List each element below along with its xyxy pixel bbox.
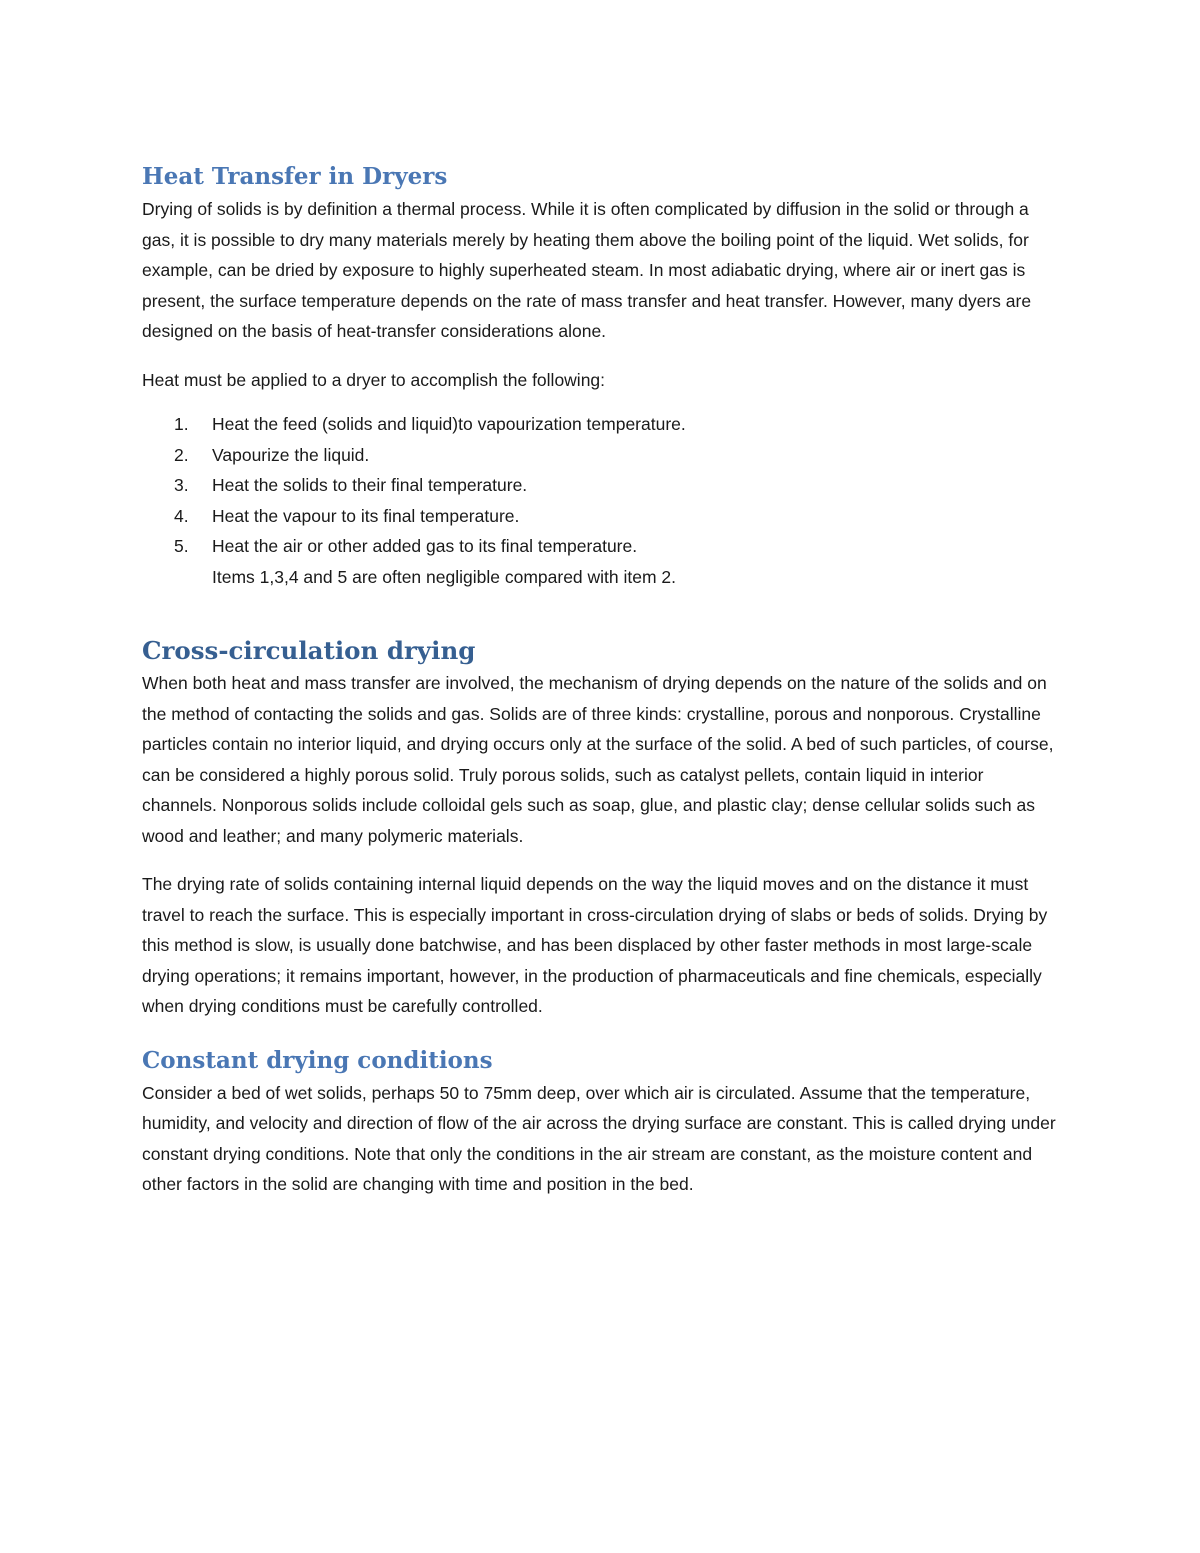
- list-item-text: Vapourize the liquid.: [212, 444, 370, 465]
- heading-constant-drying-conditions: Constant drying conditions: [142, 1046, 493, 1074]
- list-item-number: 5.: [174, 536, 189, 556]
- list-item-number: 4.: [174, 505, 189, 526]
- paragraph-heat-must-be-applied: Heat must be applied to a dryer to accomplish the following:: [142, 369, 606, 390]
- list-item: [142, 501, 1062, 532]
- heading-cross-circulation-drying: Cross-circulation drying: [142, 636, 476, 665]
- list-item: [142, 409, 1062, 440]
- list-item: [142, 440, 1062, 471]
- heading-heat-transfer-in-dryers: Heat Transfer in Dryers: [142, 163, 448, 190]
- list-item-number: 2.: [174, 444, 189, 465]
- list-item-number: 1.: [174, 414, 189, 434]
- paragraph-drying-thermal-process: Drying of solids is by definition a thermal process. While it is often complicated by diffusion in the solid or through a gas, it is possible to dry many materials merely by heating them above the boiling point of the liquid. Wet solids, for example, can be dried by exposure to highly superheated steam. In most adiabatic drying, where air or inert gas is present, the surface temperature depends on the rate of mass transfer and heat transfer. However, many dyers are designed on the basis of heat-transfer considerations alone.: [142, 199, 1032, 341]
- list-item-number: 3.: [174, 475, 189, 495]
- paragraph-drying-rate: The drying rate of solids containing internal liquid depends on the way the liquid moves and on the distance it must travel to reach the surface. This is especially important in cross-circulation drying of slabs or beds of solids. Drying by this method is slow, is usually done batchwise, and has been displaced by other faster methods in most large-scale drying operations; it remains important, however, in the production of pharmaceuticals and fine chemicals, especially when drying conditions must be carefully controlled.: [142, 874, 1048, 1016]
- list-item: [142, 470, 1062, 501]
- list-item-text: Heat the feed (solids and liquid)to vapourization temperature.: [212, 414, 686, 434]
- list-item-text: Heat the solids to their final temperature.: [212, 475, 528, 495]
- list-item: [142, 531, 1062, 562]
- list-item-text: Heat the air or other added gas to its final temperature.: [212, 536, 638, 556]
- document-page: [142, 160, 1062, 1200]
- paragraph-mechanism-of-drying: When both heat and mass transfer are involved, the mechanism of drying depends on the nature of the solids and on the method of contacting the solids and gas. Solids are of three kinds: crystalline, porous and nonporous. Crystalline particles contain no interior liquid, and drying occurs only at the surface of the solid. A bed of such particles, of course, can be considered a highly porous solid. Truly porous solids, such as catalyst pellets, contain liquid in interior channels. Nonporous solids include colloidal gels such as soap, glue, and plastic clay; dense cellular solids such as wood and leather; and many polymeric materials.: [142, 673, 1054, 846]
- list-item-text: Heat the vapour to its final temperature.: [212, 505, 520, 526]
- paragraph-bed-of-wet-solids: Consider a bed of wet solids, perhaps 50 to 75mm deep, over which air is circulated. Assume that the temperature, humidity, and velocity and direction of flow of the air across the drying surface are constant. This is called drying under constant drying conditions. Note that only the conditions in the air stream are constant, as the moisture content and other factors in the solid are changing with time and position in the bed.: [142, 1082, 1056, 1194]
- heat-requirements-list: [142, 409, 1062, 562]
- list-note: Items 1,3,4 and 5 are often negligible compared with item 2.: [212, 566, 677, 587]
